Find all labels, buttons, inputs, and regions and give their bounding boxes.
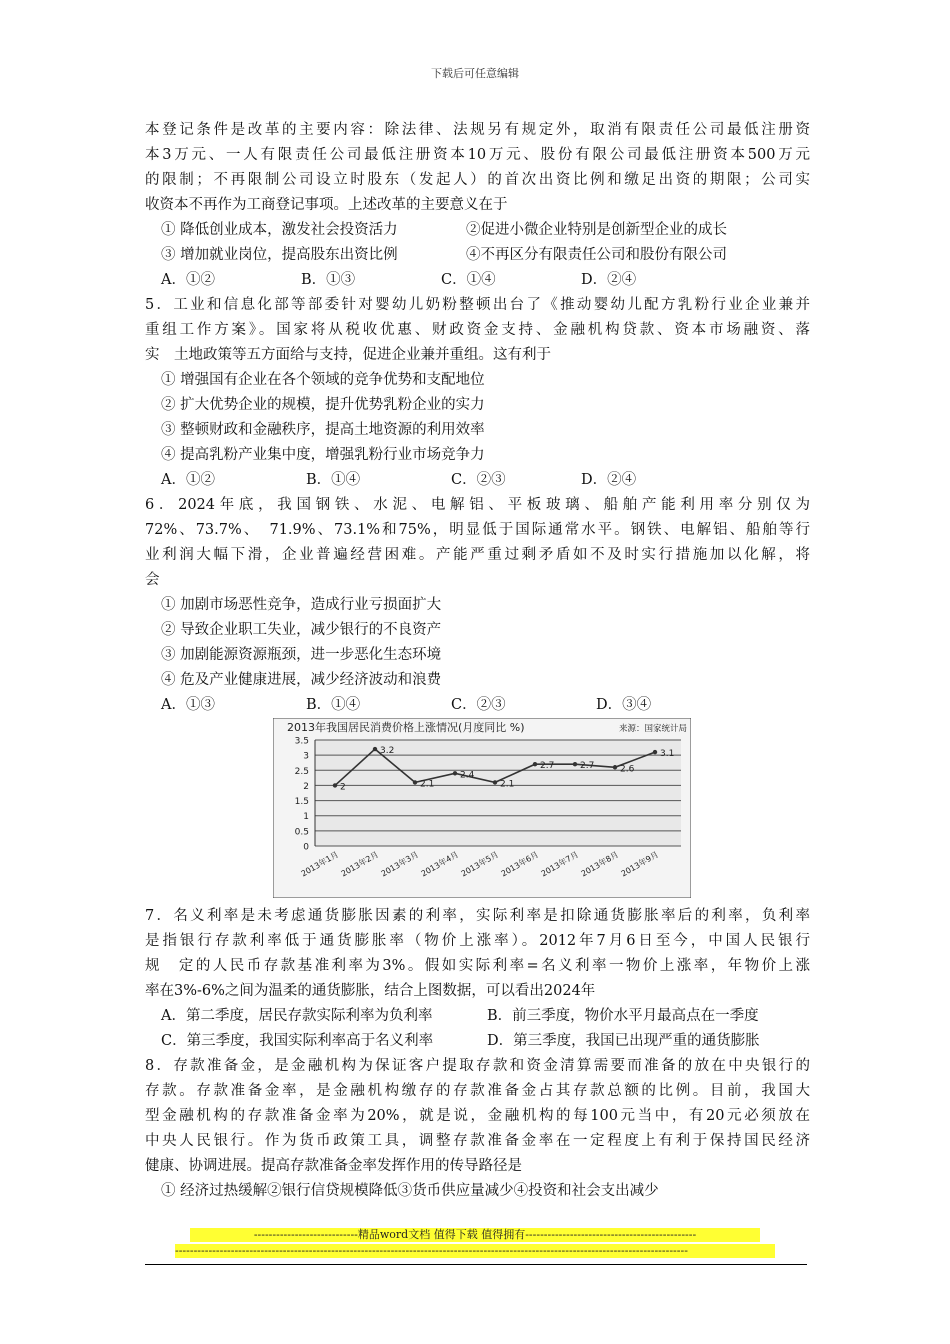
answer-row <box>145 1004 810 1029</box>
option-item: ④ 提高乳粉产业集中度，增强乳粉行业市场竞争力 <box>161 447 485 463</box>
plot-area <box>315 740 681 846</box>
stem-line: 业利润大幅下滑，企业普遍经营困难。产能严重过剩矛盾如不及时实行措施加以化解，将 <box>145 547 810 563</box>
data-label: 2.7 <box>580 761 595 772</box>
option-item: ③ 整顿财政和金融秩序，提高土地资源的利用效率 <box>161 422 485 438</box>
x-tick-label: 2013年4月 <box>419 849 460 879</box>
data-point <box>493 780 497 784</box>
question-4-stem <box>145 118 810 218</box>
stem-line: 5．工业和信息化部等部委针对婴幼儿奶粉整顿出台了《推动婴幼儿配方乳粉行业企业兼并 <box>145 297 810 313</box>
x-tick-label: 2013年8月 <box>579 849 620 879</box>
chart-title: 2013年我国居民消费价格上涨情况(月度同比 %) <box>287 721 525 734</box>
option-item: ②促进小微企业特别是创新型企业的成长 <box>466 222 727 238</box>
stem-line: 本3万元、一人有限责任公司最低注册资本10万元、股份有限公司最低注册资本500万元 <box>145 147 810 163</box>
option-item: ① 加剧市场恶性竞争，造成行业亏损面扩大 <box>161 597 442 613</box>
data-point <box>613 765 617 769</box>
stem-line: 的限制；不再限制公司设立时股东（发起人）的首次出资比例和缴足出资的期限；公司实 <box>145 172 810 188</box>
stem-line: 型金融机构的存款准备金率为20%，就是说，金融机构的每100元当中，有20元必须放在 <box>145 1108 810 1124</box>
answer-choice: D．②④ <box>581 272 637 288</box>
stem-line: 会 <box>145 572 160 588</box>
option-item: ② 导致企业职工失业，减少银行的不良资产 <box>161 622 442 638</box>
x-tick-label: 2013年5月 <box>459 849 500 879</box>
answer-row <box>145 268 810 293</box>
stem-line: 收资本不再作为工商登记事项。上述改革的主要意义在于 <box>145 197 508 213</box>
data-point <box>653 750 657 754</box>
answer-choice: A．第二季度，居民存款实际利率为负利率 <box>161 1008 433 1024</box>
stem-line: 7．名义利率是未考虑通货膨胀因素的利率，实际利率是扣除通货膨胀率后的利率，负利率 <box>145 908 810 924</box>
stem-line: 72%、73.7%、 71.9%、73.1%和75%，明显低于国际通常水平。钢铁、电解铝、船舶等行 <box>145 522 810 538</box>
option-item: ④ 危及产业健康进展，减少经济波动和浪费 <box>161 672 442 688</box>
stem-line: 6．2024年底，我国钢铁、水泥、电解铝、平板玻璃、船舶产能利用率分别仅为 <box>145 497 810 513</box>
y-tick-label: 3.5 <box>294 736 309 747</box>
answer-choice: C．②③ <box>451 472 506 488</box>
answer-choice: A．①② <box>161 472 215 488</box>
option-item: ③ 加剧能源资源瓶颈，进一步恶化生态环境 <box>161 647 442 663</box>
stem-line: 中央人民银行。作为货币政策工具，调整存款准备金率在一定程度上有利于保持国民经济 <box>145 1133 810 1149</box>
x-tick-label: 2013年1月 <box>299 849 340 879</box>
answer-row <box>145 1029 810 1054</box>
data-label: 2.1 <box>420 779 435 790</box>
answer-choice: B．①④ <box>306 697 361 713</box>
data-point <box>573 762 577 766</box>
x-tick-label: 2013年7月 <box>539 849 580 879</box>
stem-line: 本登记条件是改革的主要内容：除法律、法规另有规定外，取消有限责任公司最低注册资 <box>145 122 810 138</box>
data-point <box>333 783 337 787</box>
answer-choice: D．③④ <box>596 697 652 713</box>
data-label: 2.6 <box>620 764 635 775</box>
stem-line: 率在3%-6%之间为温柔的通货膨胀，结合上图数据，可以看出2024年 <box>145 983 596 999</box>
data-point <box>533 762 537 766</box>
stem-line: 重组工作方案》。国家将从税收优惠、财政资金支持、金融机构贷款、资本市场融资、落 <box>145 322 810 338</box>
answer-row <box>145 468 810 493</box>
answer-choice: B．前三季度，物价水平月最高点在一季度 <box>487 1008 759 1024</box>
x-tick-label: 2013年2月 <box>339 849 380 879</box>
footer-dashes: ------------------------------------------------------------------------------------------------------------------------------------------ <box>175 1244 775 1258</box>
option-item: ③ 增加就业岗位，提高股东出资比例 <box>161 247 398 263</box>
stem-line: 是指银行存款利率低于通货膨胀率（物价上涨率）。2012年7月6日至今，中国人民银行 <box>145 933 810 949</box>
stem-line: 8．存款准备金，是金融机构为保证客户提取存款和资金清算需要而准备的放在中央银行的 <box>145 1058 810 1074</box>
footer-rule <box>145 1264 807 1265</box>
y-tick-label: 1 <box>303 812 309 823</box>
answer-choice: C．②③ <box>451 697 506 713</box>
option-row <box>145 243 810 268</box>
y-tick-label: 3 <box>303 751 309 762</box>
answer-choice: A．①③ <box>161 697 215 713</box>
document-body <box>145 118 810 1204</box>
y-tick-label: 2.5 <box>294 766 309 777</box>
transmission-path: ① 经济过热缓解②银行信贷规模降低③货币供应量减少④投资和社会支出减少 <box>161 1183 659 1199</box>
option-item: ④不再区分有限责任公司和股份有限公司 <box>466 247 727 263</box>
data-point <box>373 747 377 751</box>
y-tick-label: 0.5 <box>294 827 309 838</box>
y-tick-label: 2 <box>303 781 309 792</box>
cpi-chart <box>273 718 691 898</box>
data-label: 3.1 <box>660 749 675 760</box>
y-tick-label: 0 <box>303 842 309 853</box>
y-tick-label: 1.5 <box>294 797 309 808</box>
answer-choice: A．①② <box>161 272 215 288</box>
cpi-line-chart <box>273 718 691 898</box>
data-point <box>413 780 417 784</box>
data-label: 2.7 <box>540 761 555 772</box>
data-label: 3.2 <box>380 746 395 757</box>
data-label: 2.4 <box>460 770 475 781</box>
chart-source: 来源：国家统计局 <box>619 724 688 734</box>
stem-line: 规 定的人民币存款基准利率为3%。假如实际利率=名义利率一物价上涨率，年物价上涨 <box>145 958 810 974</box>
stem-line: 存款。存款准备金率，是金融机构缴存的存款准备金占其存款总额的比例。目前，我国大 <box>145 1083 810 1099</box>
data-point <box>453 771 457 775</box>
stem-line: 实 土地政策等五方面给与支持，促进企业兼并重组。这有利于 <box>145 347 551 363</box>
answer-choice: D．第三季度，我国已出现严重的通货膨胀 <box>487 1033 760 1049</box>
answer-row <box>145 693 810 718</box>
answer-choice: C．第三季度，我国实际利率高于名义利率 <box>161 1033 434 1049</box>
option-item: ② 扩大优势企业的规模，提升优势乳粉企业的实力 <box>161 397 485 413</box>
data-label: 2.1 <box>500 779 515 790</box>
x-tick-label: 2013年6月 <box>499 849 540 879</box>
x-tick-label: 2013年9月 <box>619 849 660 879</box>
page-header: 下载后可任意编辑 <box>431 67 519 80</box>
answer-choice: D．②④ <box>581 472 637 488</box>
option-row <box>145 218 810 243</box>
option-item: ① 增强国有企业在各个领域的竞争优势和支配地位 <box>161 372 485 388</box>
option-item: ① 降低创业成本，激发社会投资活力 <box>161 222 398 238</box>
answer-choice: B．①③ <box>301 272 356 288</box>
footer-banner: ----------------------------精品word文档 值得下载 值得拥有---------------------------------------------- <box>190 1228 760 1242</box>
answer-choice: C．①④ <box>441 272 496 288</box>
data-label: 2 <box>340 782 346 793</box>
stem-line: 健康、协调进展。提高存款准备金率发挥作用的传导路径是 <box>145 1158 522 1174</box>
x-tick-label: 2013年3月 <box>379 849 420 879</box>
answer-choice: B．①④ <box>306 472 361 488</box>
